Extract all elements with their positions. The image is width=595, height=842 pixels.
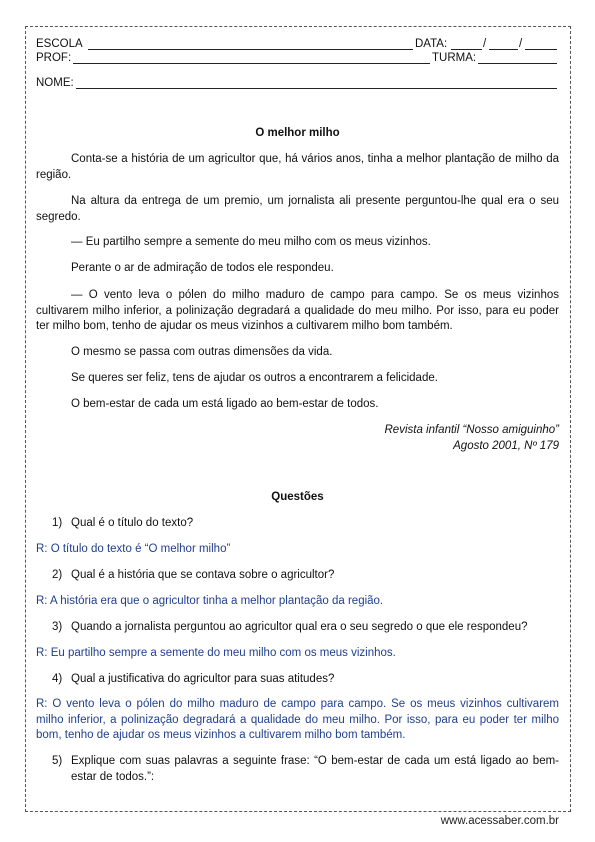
questions-heading: Questões: [271, 491, 324, 503]
question-text: Qual é o título do texto?: [71, 517, 194, 529]
source-date: Agosto 2001, Nº 179: [453, 440, 559, 452]
class-label: TURMA:: [432, 52, 477, 64]
paragraph: — Eu partilho sempre a semente do meu milho com os meus vizinhos.: [71, 236, 431, 248]
question-item: [36, 672, 559, 688]
date-label: DATA:: [415, 38, 448, 50]
paragraph: Na altura da entrega de um premio, um jornalista ali presente perguntou-lhe qual era o seu segredo.: [36, 195, 559, 223]
class-field[interactable]: [478, 63, 557, 64]
question-text: Explique com suas palavras a seguinte frase: “O bem-estar de cada um está ligado ao bem-estar de todos.”:: [71, 755, 559, 783]
answer-text: R: A história era que o agricultor tinha a melhor plantação da região.: [36, 595, 384, 607]
question-item: [36, 568, 559, 584]
question-text: Qual a justificativa do agricultor para suas atitudes?: [71, 673, 335, 685]
school-field[interactable]: [88, 49, 413, 50]
text-title: O melhor milho: [255, 127, 340, 139]
answer-text: R: O vento leva o pólen do milho maduro de campo para campo. Se os meus vizinhos cultivarem milho inferior, a polinização degradará a qualidade do meu milho. Por isso, para eu poder ter milho bom, tenho de ajudar os meus vizinhos a cultivarem milho bom também.: [36, 698, 559, 742]
question-item: [36, 754, 559, 785]
question-number: 5): [52, 755, 63, 767]
paragraph: Conta-se a história de um agricultor que, há vários anos, tinha a melhor plantação de milho da região.: [36, 153, 559, 181]
date-separator: /: [519, 38, 523, 50]
prof-field[interactable]: [73, 63, 430, 64]
question-number: 2): [52, 569, 63, 581]
paragraph: O mesmo se passa com outras dimensões da vida.: [71, 346, 333, 358]
website-footer[interactable]: www.acessaber.com.br: [440, 815, 559, 827]
question-text: Quando a jornalista perguntou ao agricultor qual era o seu segredo o que ele respondeu?: [71, 621, 528, 633]
question-number: 4): [52, 673, 63, 685]
worksheet-border: [25, 26, 571, 812]
answer-text: R: Eu partilho sempre a semente do meu milho com os meus vizinhos.: [36, 647, 396, 659]
date-day-field[interactable]: [451, 49, 482, 50]
date-month-field[interactable]: [489, 49, 518, 50]
prof-label: PROF:: [36, 52, 72, 64]
name-label: NOME:: [36, 77, 74, 89]
date-separator: /: [483, 38, 487, 50]
name-field[interactable]: [76, 88, 557, 89]
question-item: [36, 620, 559, 636]
question-text: Qual é a história que se contava sobre o agricultor?: [71, 569, 335, 581]
question-number: 3): [52, 621, 63, 633]
paragraph: Se queres ser feliz, tens de ajudar os outros a encontrarem a felicidade.: [71, 372, 438, 384]
paragraph: — O vento leva o pólen do milho maduro de campo para campo. Se os meus vizinhos cultivarem milho inferior, a polinização degradará a qualidade do meu milho. Por isso, para eu poder ter milho bom, tenho de ajudar os meus vizinhos a cultivarem milho bom também.: [36, 289, 559, 333]
source-magazine: Revista infantil “Nosso amiguinho”: [384, 424, 559, 436]
answer-text: R: O título do texto é “O melhor milho”: [36, 543, 231, 555]
school-label: ESCOLA: [36, 38, 83, 50]
question-item: [36, 516, 559, 532]
date-year-field[interactable]: [525, 49, 557, 50]
paragraph: Perante o ar de admiração de todos ele respondeu.: [71, 262, 334, 274]
question-number: 1): [52, 517, 63, 529]
paragraph: O bem-estar de cada um está ligado ao bem-estar de todos.: [71, 398, 379, 410]
